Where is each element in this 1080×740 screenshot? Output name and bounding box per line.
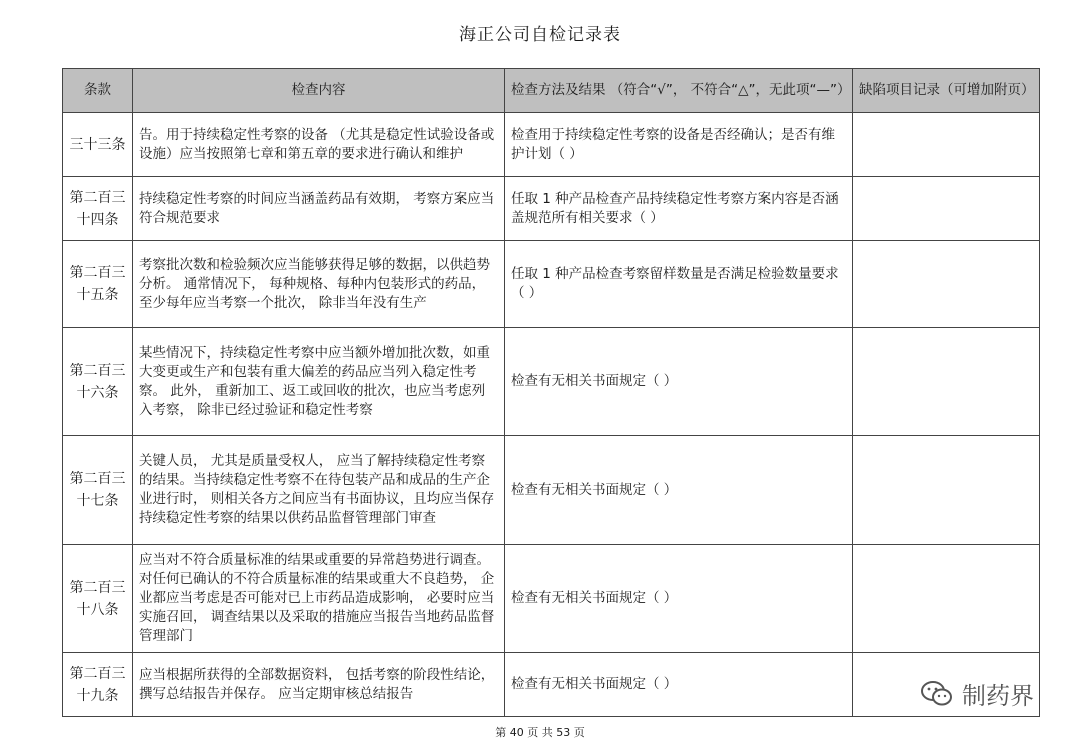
content-cell: 关键人员， 尤其是质量受权人， 应当了解持续稳定性考察的结果。当持续稳定性考察不在待包装产品和成品的生产企业进行时， 则相关各方之间应当有书面协议，且均应当保存持续稳定性考察的结果以供药品监督管理部门审查	[133, 436, 505, 545]
table-row	[63, 177, 1040, 241]
defect-cell	[853, 436, 1040, 545]
content-cell: 应当根据所获得的全部数据资料， 包括考察的阶段性结论，撰写总结报告并保存。 应当定期审核总结报告	[133, 653, 505, 717]
page-footer: 第 40 页 共 53 页	[495, 726, 585, 739]
table-header-row	[63, 69, 1040, 113]
table-row	[63, 436, 1040, 545]
content-cell: 持续稳定性考察的时间应当涵盖药品有效期， 考察方案应当符合规范要求	[133, 177, 505, 241]
table-row	[63, 653, 1040, 717]
content-cell: 考察批次数和检验频次应当能够获得足够的数据，以供趋势分析。 通常情况下， 每种规格、每种内包装形式的药品， 至少每年应当考察一个批次， 除非当年没有生产	[133, 241, 505, 328]
header-clause: 条款	[63, 69, 133, 113]
clause-cell: 第二百三十八条	[63, 545, 133, 653]
method-cell: 任取 1 种产品检查产品持续稳定性考察方案内容是否涵盖规范所有相关要求（ ）	[505, 177, 853, 241]
header-content: 检查内容	[133, 69, 505, 113]
content-cell: 应当对不符合质量标准的结果或重要的异常趋势进行调查。对任何已确认的不符合质量标准的结果或重大不良趋势， 企业都应当考虑是否可能对已上市药品造成影响， 必要时应当实施召回， 调查结果以及采取的措施应当报告当地药品监督管理部门	[133, 545, 505, 653]
content-cell: 告。用于持续稳定性考察的设备 （尤其是稳定性试验设备或设施）应当按照第七章和第五章的要求进行确认和维护	[133, 113, 505, 177]
clause-cell: 三十三条	[63, 113, 133, 177]
table-row	[63, 328, 1040, 436]
method-cell: 检查有无相关书面规定（ ）	[505, 545, 853, 653]
method-cell: 任取 1 种产品检查考察留样数量是否满足检验数量要求（ ）	[505, 241, 853, 328]
wechat-icon	[920, 680, 954, 708]
content-cell: 某些情况下，持续稳定性考察中应当额外增加批次数，如重大变更或生产和包装有重大偏差的药品应当列入稳定性考察。 此外， 重新加工、返工或回收的批次，也应当考虑列入考察， 除非已经过验证和稳定性考察	[133, 328, 505, 436]
watermark	[920, 676, 1034, 711]
table-row	[63, 113, 1040, 177]
defect-cell	[853, 177, 1040, 241]
method-cell: 检查有无相关书面规定（ ）	[505, 328, 853, 436]
defect-cell	[853, 328, 1040, 436]
header-method: 检查方法及结果 （符合“√”， 不符合“△”，无此项“—”）	[505, 69, 853, 113]
clause-cell: 第二百三十六条	[63, 328, 133, 436]
method-cell: 检查用于持续稳定性考察的设备是否经确认；是否有维护计划（ ）	[505, 113, 853, 177]
watermark-text: 制药界	[962, 682, 1034, 710]
header-defect: 缺陷项目记录（可增加附页）	[853, 69, 1040, 113]
defect-cell	[853, 545, 1040, 653]
clause-cell: 第二百三十五条	[63, 241, 133, 328]
table-row	[63, 241, 1040, 328]
clause-cell: 第二百三十九条	[63, 653, 133, 717]
method-cell: 检查有无相关书面规定（ ）	[505, 436, 853, 545]
inspection-table	[62, 68, 1040, 717]
defect-cell	[853, 241, 1040, 328]
clause-cell: 第二百三十四条	[63, 177, 133, 241]
defect-cell	[853, 113, 1040, 177]
table-row	[63, 545, 1040, 653]
clause-cell: 第二百三十七条	[63, 436, 133, 545]
method-cell: 检查有无相关书面规定（ ）	[505, 653, 853, 717]
page-title: 海正公司自检记录表	[459, 25, 621, 45]
